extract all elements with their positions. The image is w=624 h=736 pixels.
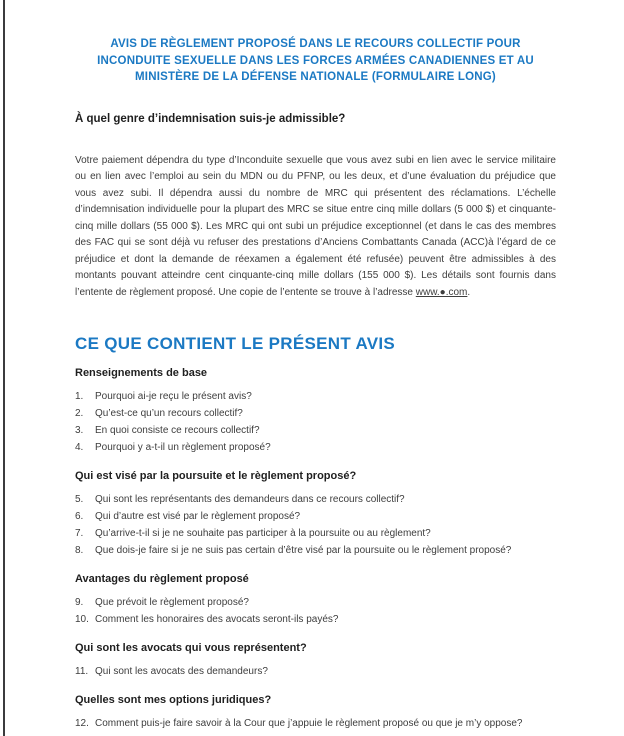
toc-item-number: 10.	[75, 614, 89, 625]
toc-item-number: 8.	[75, 545, 84, 556]
contents-heading: CE QUE CONTIENT LE PRÉSENT AVIS	[75, 334, 396, 353]
toc-item-text: Qui d’autre est visé par le règlement proposé?	[95, 511, 301, 522]
toc-item-text: Pourquoi y a-t-il un règlement proposé?	[95, 442, 271, 453]
toc-item	[75, 611, 556, 628]
intro-paragraph-text: Votre paiement dépendra du type d’Inconduite sexuelle que vous avez subi en lien avec le service militaire ou en lien avec l’emploi au sein du MDN ou du PFNP, ou les deux, et d’une évaluation du préjudice que vous avez subi. Il dépendra aussi du nombre de MRC qui présentent des réclamations. L’échelle d’indemnisation individuelle pour la plupart des MRC se situe entre cinq mille dollars (5 000 $) et cinquante-cinq mille dollars (55 000 $). Les MRC qui ont subi un préjudice exceptionnel (et dans le cas des membres des FAC qui se sont déjà vu refuser des prestations d’Anciens Combattants Canada (ACC)à l’égard de ce préjudice et dont la demande de réexamen a également été refusée) peuvent être admissibles à des montants pouvant atteindre cent cinquante-cinq mille dollars (155 000 $). Les détails sont fournis dans l’entente de règlement proposé. Une copie de l’entente se trouve à l’adresse	[75, 154, 556, 298]
toc-item-text: Qui sont les avocats des demandeurs?	[95, 666, 268, 677]
toc-item-text: Qu’est-ce qu’un recours collectif?	[95, 408, 243, 419]
toc-item	[75, 405, 556, 422]
toc-item-text: Comment puis-je faire savoir à la Cour que j’appuie le règlement proposé ou que je m’y oppose?	[95, 718, 523, 729]
settlement-website-link[interactable]: www.●.com	[415, 286, 468, 298]
subheading-qui-est-vise: Qui est visé par la poursuite et le règlement proposé?	[75, 470, 357, 482]
toc-item-text: Qu’arrive-t-il si je ne souhaite pas participer à la poursuite ou au règlement?	[95, 528, 431, 539]
toc-item	[75, 525, 556, 542]
toc-list-avantages	[75, 594, 556, 628]
toc-item-text: Que prévoit le règlement proposé?	[95, 597, 249, 608]
toc-item-text: Comment les honoraires des avocats seront-ils payés?	[95, 614, 339, 625]
toc-item-number: 4.	[75, 442, 84, 453]
toc-item-number: 2.	[75, 408, 84, 419]
toc-item-number: 3.	[75, 425, 84, 436]
toc-item	[75, 715, 556, 732]
toc-list-basic-info	[75, 388, 556, 456]
intro-paragraph	[75, 153, 556, 302]
toc-item-number: 5.	[75, 494, 84, 505]
subheading-avantages: Avantages du règlement proposé	[75, 573, 249, 585]
toc-item	[75, 542, 556, 559]
toc-item	[75, 422, 556, 439]
toc-item	[75, 491, 556, 508]
toc-item-number: 11.	[75, 666, 89, 677]
toc-item	[75, 439, 556, 456]
document-title-line: MINISTÈRE DE LA DÉFENSE NATIONALE (FORMULAIRE LONG)	[135, 71, 496, 83]
toc-item-text: Pourquoi ai-je reçu le présent avis?	[95, 391, 252, 402]
document-title-line: AVIS DE RÈGLEMENT PROPOSÉ DANS LE RECOURS COLLECTIF POUR	[110, 38, 521, 50]
toc-item-number: 6.	[75, 511, 84, 522]
toc-item	[75, 388, 556, 405]
subheading-avocats: Qui sont les avocats qui vous représentent?	[75, 642, 307, 654]
subheading-options-juridiques: Quelles sont mes options juridiques?	[75, 694, 272, 706]
toc-item-number: 12.	[75, 718, 89, 729]
toc-list-qui-est-vise	[75, 491, 556, 559]
toc-item-number: 1.	[75, 391, 84, 402]
toc-item	[75, 594, 556, 611]
document-title	[75, 36, 556, 86]
subheading-renseignements-de-base: Renseignements de base	[75, 367, 208, 379]
toc-item-number: 9.	[75, 597, 84, 608]
intro-paragraph-period: .	[467, 286, 471, 298]
page-content	[75, 0, 556, 736]
toc-item-text: En quoi consiste ce recours collectif?	[95, 425, 260, 436]
document-title-line: INCONDUITE SEXUELLE DANS LES FORCES ARMÉES CANADIENNES ET AU	[97, 54, 534, 67]
toc-item-text: Que dois-je faire si je ne suis pas certain d’être visé par la poursuite ou le règlement proposé?	[95, 545, 512, 556]
intro-question-heading: À quel genre d’indemnisation suis-je admissible?	[75, 112, 346, 125]
toc-item	[75, 508, 556, 525]
toc-list-options-juridiques	[75, 715, 556, 732]
page-edge-line	[3, 0, 5, 736]
toc-item	[75, 663, 556, 680]
toc-item-number: 7.	[75, 528, 84, 539]
toc-item-text: Qui sont les représentants des demandeurs dans ce recours collectif?	[95, 494, 405, 505]
toc-list-avocats	[75, 663, 556, 680]
